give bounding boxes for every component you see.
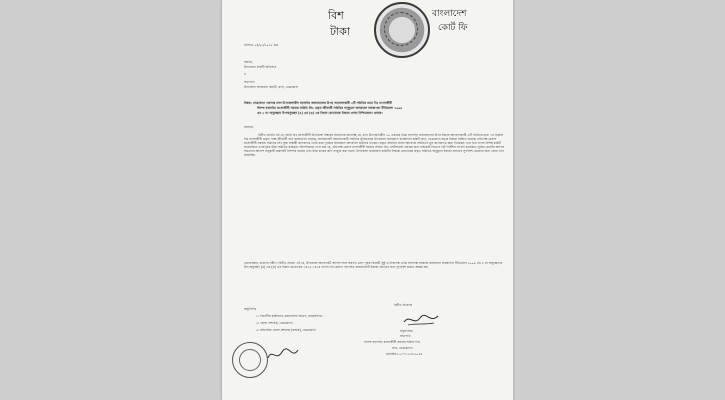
court-fee-stamp <box>312 2 507 64</box>
signatory-name: সবুজ মিয়া <box>400 329 413 333</box>
copies-item: ৩। অতিরিক্ত জেলা প্রশাসক (রাজস্ব), নেত্রকোণা। <box>256 328 317 332</box>
addressee-president: সভাপতি <box>244 80 255 84</box>
addressee-and: ও <box>244 72 247 76</box>
signatory-phone: মোবাইলঃ ০১৭১২-৮৮৫০২৪ <box>386 352 423 356</box>
signature-closing: বিনীত নিবেদক <box>394 303 413 307</box>
signatory-title: সভাপতি <box>400 334 411 338</box>
signature-mark <box>402 312 442 328</box>
signatory-org: দিলশা বড়দাইড় মৎস্যজীবী সমবায় সমিতি লিঃ <box>364 340 421 344</box>
addressee-committee: উপজেলা জলমহাল কমিটি, মদন, নেত্রকোণা <box>244 85 299 89</box>
office-seal-icon <box>232 342 268 378</box>
stamp-value-bottom: টাকা <box>330 25 351 38</box>
addressee-officer: উপজেলা নির্বাহী অফিসার <box>244 65 277 69</box>
stamp-seal-icon <box>374 2 430 58</box>
stamp-value-top: বিশ <box>328 9 344 22</box>
salutation: মহোদয়, <box>244 125 254 129</box>
subject-line-1: বিষয়ঃ নেত্রকোণা জেলার মদন উপজেলাধীন বড়দাইড় জলমহালের উপর আবেদনকারী ৫টি সমিতির মধ্যে নিঃ মৎস্যজীবী <box>244 101 392 105</box>
addressee-to: বরাবর, <box>244 60 253 64</box>
copies-heading: অনুলিপিঃ <box>244 307 257 311</box>
subject-line-2: দিলশা বড়দাইড় মৎস্যজীবী সমবায় সমিতি লিঃ প্রকৃত জীবনবী সমিতির অনুকূলে জলমহাল ব্যবস্থাপনা নীতিমালা ২০০৯ <box>257 106 403 110</box>
subject-line-3: এর ৫ নং অনুচ্ছেদে উপঅনুচ্ছেদ (৪) এর (ঙ) এর বিধান মোতাবেক ইজারা প্রদান নিশ্চিতকরণ প্রসঙ্গে। <box>257 111 383 115</box>
copies-item: ২। জেলা প্রশাসক, নেত্রকোণা। <box>256 321 294 325</box>
stamp-country: বাংলাদেশ <box>432 9 467 19</box>
signatory-address: মদন, নেত্রকোণা। <box>392 346 413 350</box>
document-page <box>222 0 513 400</box>
body-paragraph-2: এমতাবস্থায়, মহোদয় সমীপে বিনীত প্রার্থনা এই যে, উপরোক্ত আবেদনটি আপনি সদয় অবগত গ্রহণ পূর্বক বিষয়টি সুষ্ঠু ও নিরপেক্ষ তদন্ত সাপেক্ষে সরকারি জলমহাল ব্যবস্থাপনা নীতিমালা ২০০৯ এর ৫ নং অনুচ্ছেদের উপ-অনুচ্ছেদ (৪) এর (ঙ) এর বিধান মোতাবেক ১৪৩২-১৪৩৪ বাংলা সন মেয়াদে বড়দাইড় জলমহালটি ইজারা প্রদানের জন্য সুপারিশ করতে আজ্ঞা হয়। <box>244 261 503 269</box>
initials-mark <box>266 344 302 364</box>
body-paragraph-1: বিনীত প্রার্থনা এই যে, আমি নিঃ মৎস্যজীবী উপরোক্ত বিষয়ের আলোকে জানাচ্ছি যে, মদন উপজেলাধীন ২০ একরের নিম্নে বড়দাইড় জলমহালের উপর ইজারা আবেদনকারী ৫টি সমিতির মধ্যে ১ম সমবায় নিঃ মৎস্যজীবী প্রকৃত পক্ষে জীবনবী বর্গে কার্যরতগন রয়েছে, জলমহালটি আবেদনকারী সর্বাধিক সুবিধাপ্রাপ্ত উপজেলা জলমহাল ব্যবস্থাপনা কমিটি মদন, নেত্রকোণা কর্তৃক ইজারা নিশ্চিত হয়েছে। প্রতিপক্ষ মেসার্স মৎস্যজীবী সমবায় সমিতির লিঃ যুক্ত অস্থায়ী কাগজপত্র তৈরি করে পুনরায় জলমহাল আবেদনে জানিয়ে থাকেন। প্রকৃত সমিতির প্রধান আবেদক সমিতিতে মূল কাগজপত্র জমা দিয়েছেন এবং তিন সদস্য বিশিষ্ট কমিটি সরেজমিনে তদন্তপূর্বক উক্ত সমিতির কার্যক্রম পরিদর্শনক্রমে দেখা যায় যে, প্রতিপক্ষ মেসার্স মৎস্যজীবী সমবায় সমিতি লিঃ সেটিলমেন্ট প্রাপ্তির জন্য হাইকোর্ট বিভাগে রিট পিটিশন দাখিল করেছেন। সুপ্রিম কোর্টের আপিল বিভাগের আদেশ অনুযায়ী মামলাটি নিষ্পত্তি হয়েছে এবং উক্ত রায়ের কপি সংযুক্ত করা হলো। উপজেলা জলমহাল কমিটির সিদ্ধান্ত মোতাবেক প্রকৃত সমিতির অনুকূলে ইজারা প্রদানের সুপারিশ প্রেরণের জন্য জোর দাবি জানাচ্ছি। <box>244 133 505 157</box>
copies-item: ১। বিভাগীয় কমিশনার, ময়মনসিংহ বিভাগ, ময়মনসিংহ। <box>256 314 323 318</box>
date-line: তারিখঃ ০৪/০৩/২০২৫ খ্রিঃ <box>244 43 279 47</box>
stamp-type: কোর্ট ফি <box>438 23 468 33</box>
